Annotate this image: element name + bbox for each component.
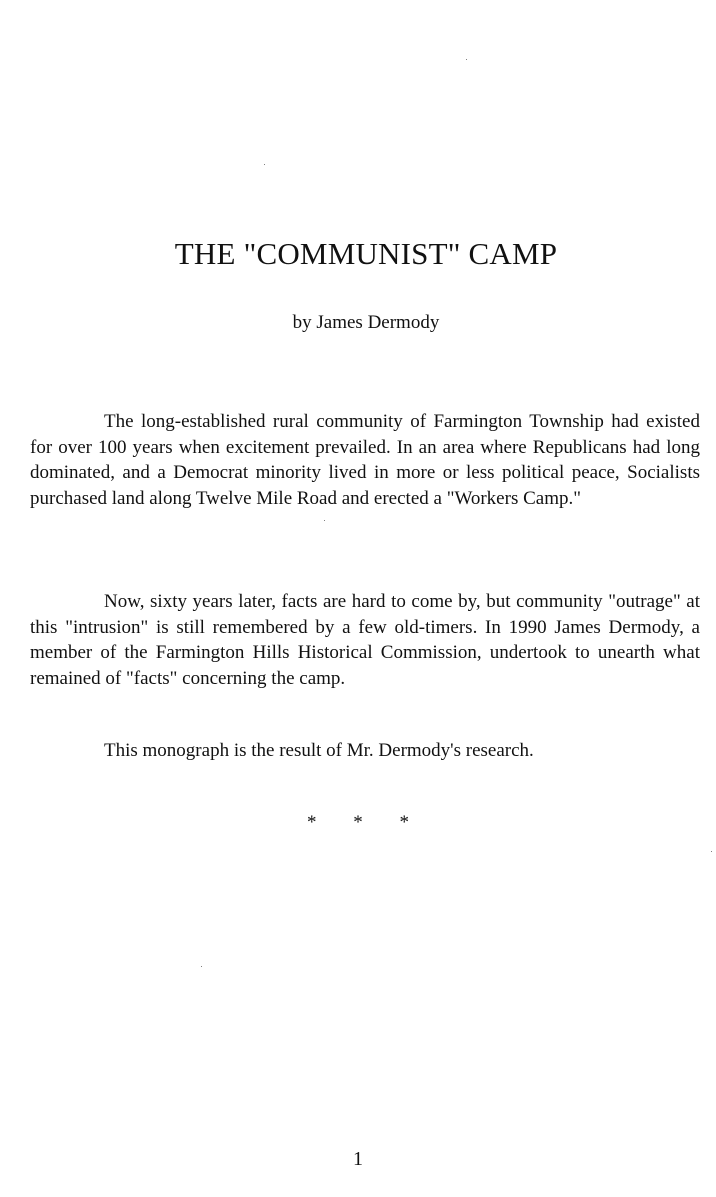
scan-speck <box>324 520 325 521</box>
paragraph: This monograph is the result of Mr. Dermody's research. <box>104 740 534 761</box>
page-title: THE "COMMUNIST" CAMP <box>174 236 558 271</box>
scan-speck <box>264 164 265 165</box>
scan-speck <box>201 966 202 967</box>
scan-speck <box>466 59 467 60</box>
byline: by James Dermody <box>292 312 440 333</box>
page-number: 1 <box>353 1148 363 1170</box>
paragraph: Now, sixty years later, facts are hard to come by, but community "outrage" at this "intrusion" is still remembered by a few old-timers. In 1990 James Dermody, a member of the Farmington Hills Historical Commission, undertook to unearth what remained of "facts" concerning the camp. <box>30 591 700 689</box>
paragraph: The long-established rural community of Farmington Township had existed for over 100 years when excitement prevailed. In an area where Republicans had long dominated, and a Democrat minority lived in more or less political peace, Socialists purchased land along Twelve Mile Road and erected a "Workers Camp." <box>30 411 700 509</box>
scan-speck <box>711 851 712 852</box>
section-separator: * * * <box>307 812 425 833</box>
